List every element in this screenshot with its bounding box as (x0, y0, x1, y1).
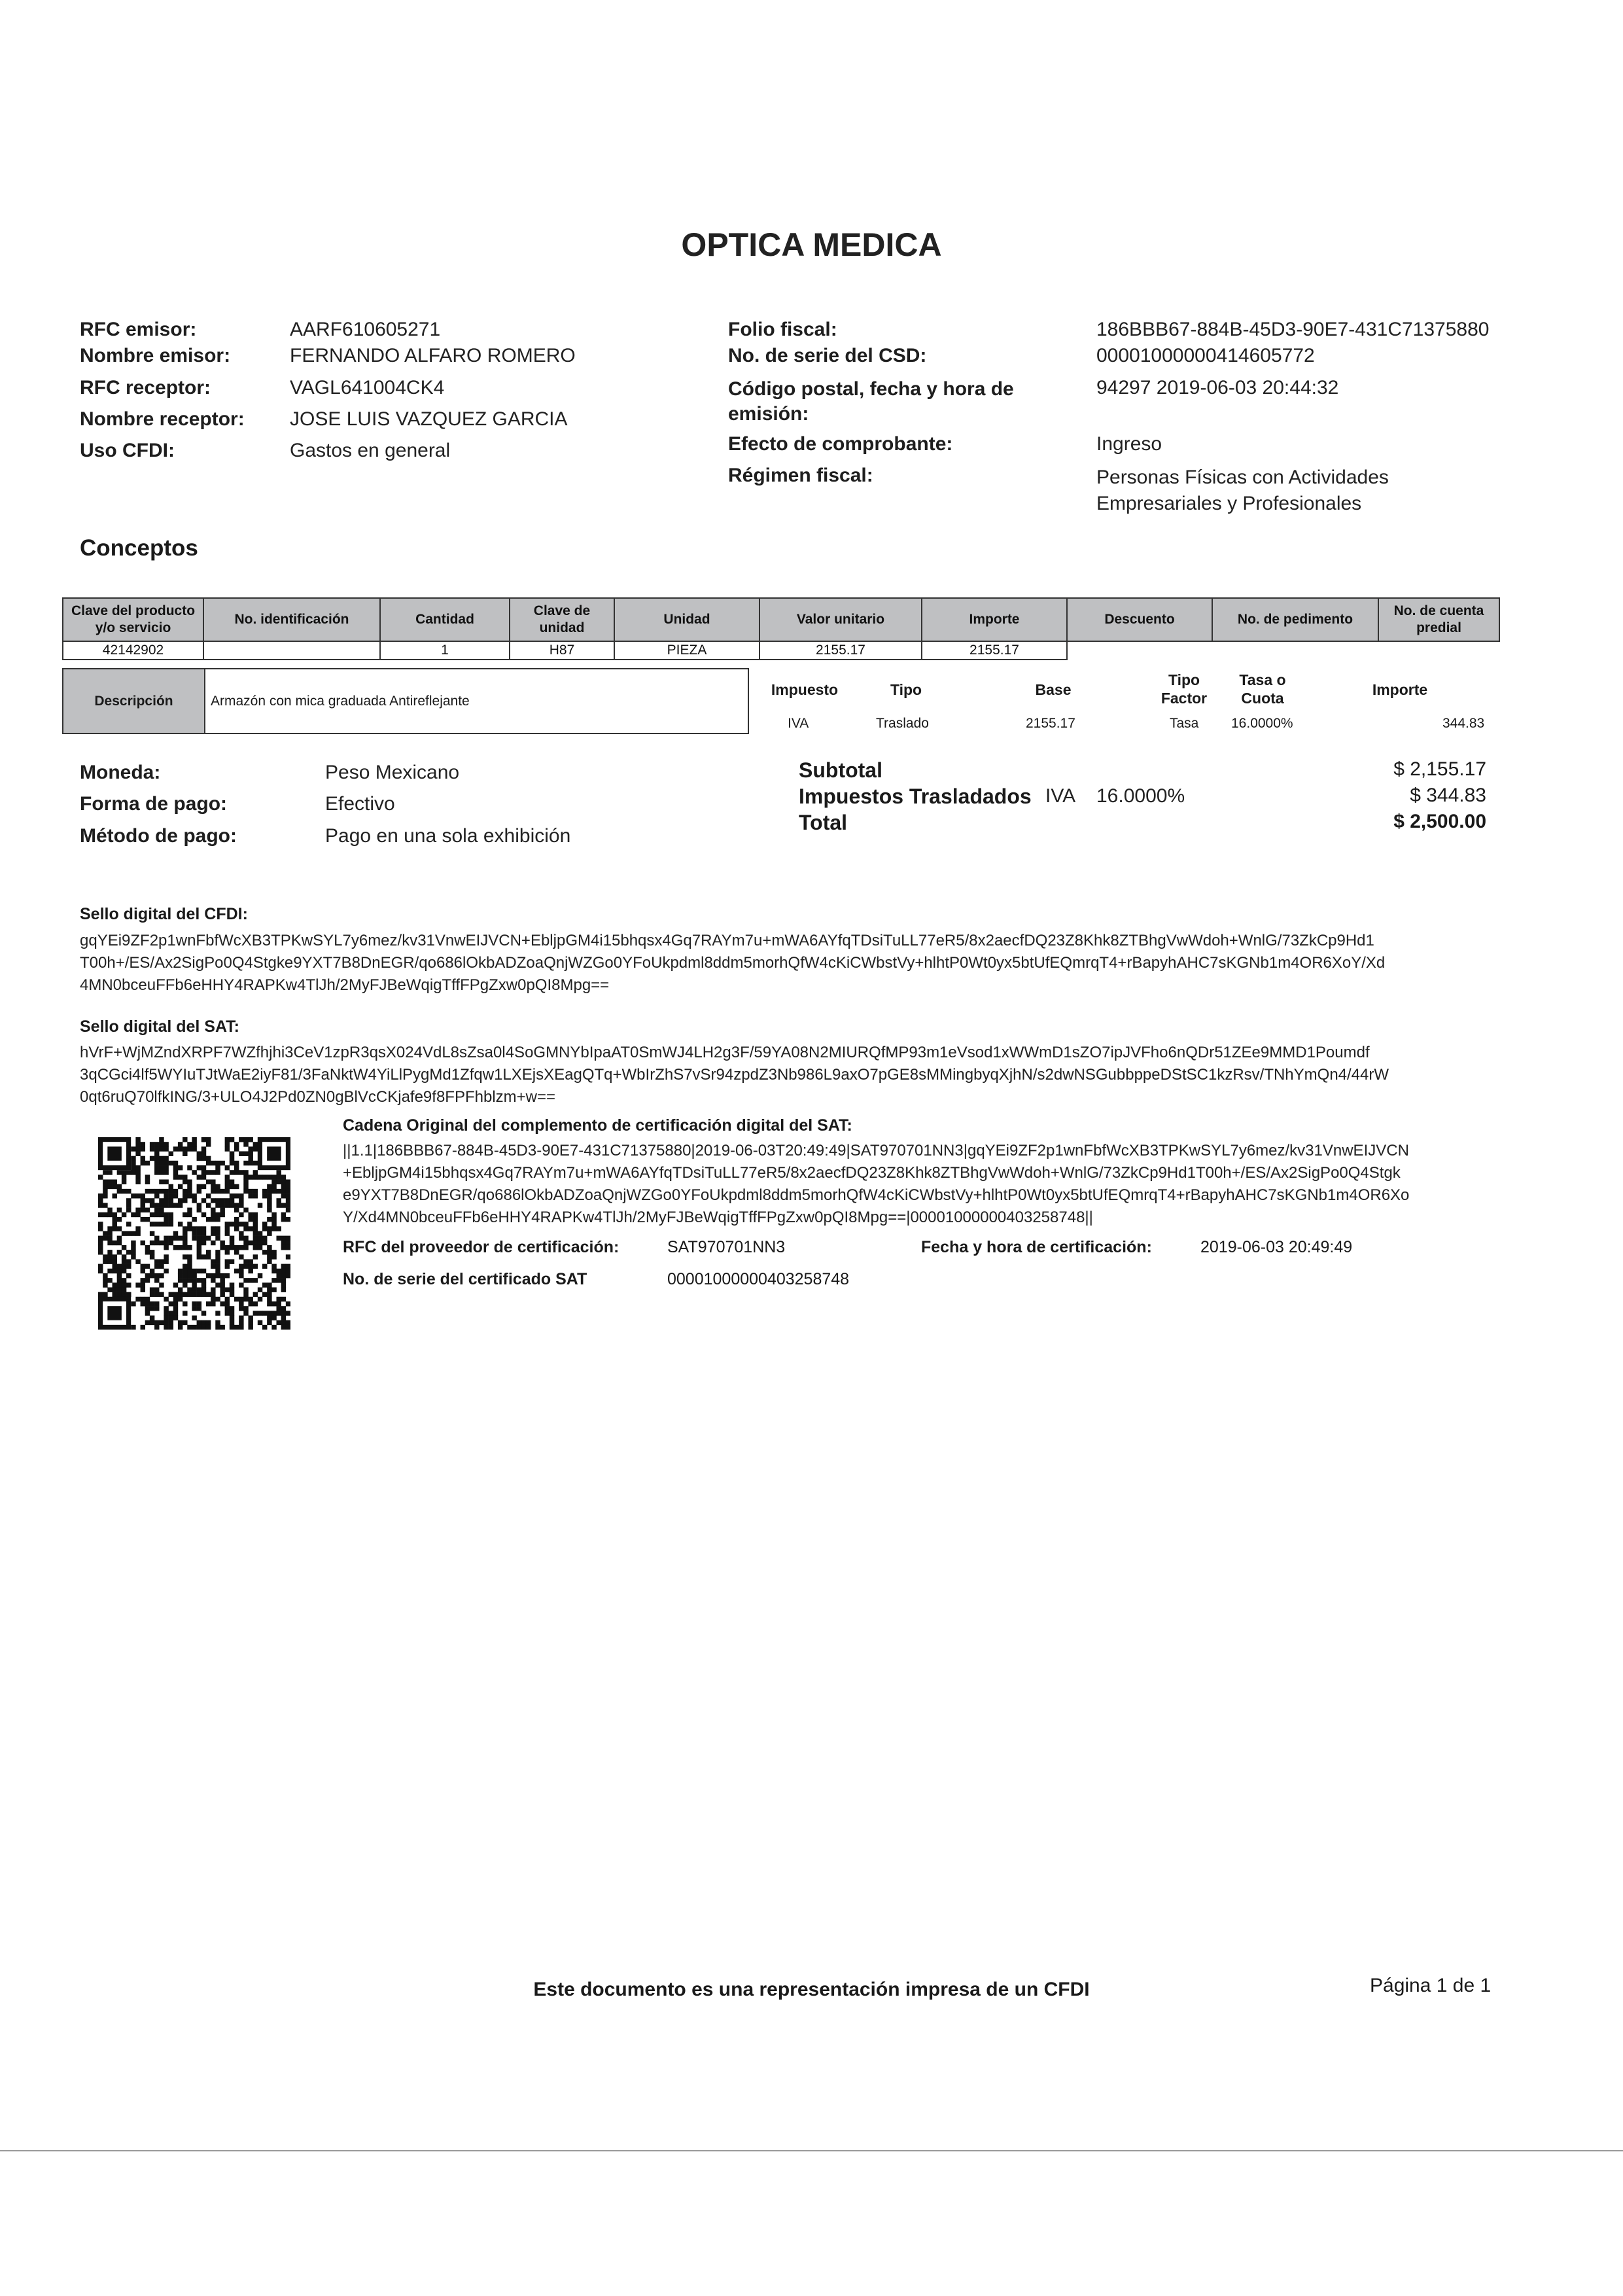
moneda-label: Moneda: (80, 762, 161, 783)
serie-csd-label: No. de serie del CSD: (728, 345, 927, 366)
cadena-line: Y/Xd4MN0bceuFFb6eHHY4RAPKw4TlJh/2MyFJBeWqigTffFPgZxw0pQI8Mpg==|00001000000403258748|| (343, 1209, 1093, 1226)
impuestos-trasladados-label: Impuestos Trasladados (799, 785, 1032, 808)
description-box (62, 668, 749, 734)
tax-header-tipo-factor: Tipo Factor (1161, 671, 1208, 707)
col-unidad: Unidad (614, 598, 759, 641)
col-descuento: Descuento (1067, 598, 1212, 641)
tax-header-importe: Importe (1372, 681, 1428, 698)
description-text: Armazón con mica graduada Antireflejante (211, 694, 470, 709)
folio-fiscal-label: Folio fiscal: (728, 319, 837, 340)
col-valor-unitario: Valor unitario (759, 598, 922, 641)
metodo-pago-value: Pago en una sola exhibición (325, 825, 571, 847)
conceptos-table (62, 597, 1500, 660)
sello-sat-line: 3qCGci4lf5WYIuTJtWaE2iyF81/3FaNktW4YiLlPygMd1Zfqw1LXEjsXEagQTq+WbIrZhS7vSr94zpdZ3Nb986L9axO7pGE8sMMingbyqXjhN/s2dwNSGubbppeDStSC1kzRsv/TNhYmQn4/44rW (80, 1066, 1389, 1084)
tax-header-tasa-cuota: Tasa o Cuota (1239, 671, 1286, 707)
rfc-receptor-label: RFC receptor: (80, 377, 211, 398)
cell-no-pedimento (1212, 641, 1378, 660)
cell-importe: 2155.17 (922, 641, 1067, 660)
col-no-cuenta-predial: No. de cuenta predial (1378, 598, 1499, 641)
efecto-comprobante-value: Ingreso (1096, 433, 1162, 455)
nombre-receptor-label: Nombre receptor: (80, 408, 245, 430)
codigo-postal-fecha-value: 94297 2019-06-03 20:44:32 (1096, 377, 1339, 398)
cell-descuento (1067, 641, 1212, 660)
cell-valor-unitario: 2155.17 (759, 641, 922, 660)
forma-pago-label: Forma de pago: (80, 793, 228, 815)
regimen-fiscal-value: Personas Físicas con Actividades Empresariales y Profesionales (1096, 467, 1389, 514)
tax-header-base: Base (1035, 681, 1072, 698)
description-label: Descripción (63, 669, 205, 733)
col-clave-unidad: Clave de unidad (510, 598, 614, 641)
metodo-pago-label: Método de pago: (80, 825, 237, 847)
uso-cfdi-label: Uso CFDI: (80, 440, 175, 461)
forma-pago-value: Efectivo (325, 793, 395, 815)
nombre-emisor-value: FERNANDO ALFARO ROMERO (290, 345, 576, 366)
nombre-emisor-label: Nombre emisor: (80, 345, 231, 366)
tax-header-impuesto: Impuesto (771, 681, 839, 698)
rfc-emisor-value: AARF610605271 (290, 319, 441, 340)
uso-cfdi-value: Gastos en general (290, 440, 451, 461)
document-title: OPTICA MEDICA (681, 226, 942, 263)
serie-certificado-label: No. de serie del certificado SAT (343, 1270, 587, 1288)
impuestos-value: $ 344.83 (1410, 785, 1486, 806)
page-number: Página 1 de 1 (1370, 1975, 1492, 1996)
rfc-emisor-label: RFC emisor: (80, 319, 197, 340)
cadena-original-text (343, 1140, 1507, 1229)
cell-cantidad: 1 (380, 641, 510, 660)
rfc-proveedor-value: SAT970701NN3 (667, 1238, 786, 1256)
serie-csd-value: 00001000000414605772 (1096, 345, 1315, 366)
conceptos-header-row (63, 598, 1499, 641)
tax-impuesto-value: IVA (788, 716, 809, 731)
col-clave-producto: Clave del producto y/o servicio (63, 598, 203, 641)
serie-certificado-value: 00001000000403258748 (667, 1270, 850, 1288)
subtotal-value: $ 2,155.17 (1393, 758, 1486, 780)
cell-no-cuenta-predial (1378, 641, 1499, 660)
regimen-fiscal-label: Régimen fiscal: (728, 465, 873, 486)
sello-cfdi-line: 4MN0bceuFFb6eHHY4RAPKw4TlJh/2MyFJBeWqigTffFPgZxw0pQI8Mpg== (80, 976, 610, 994)
table-row (63, 641, 1499, 660)
impuestos-tipo: IVA (1045, 785, 1076, 807)
cadena-line: e9YXT7B8DnEGR/qo686lOkbADZoaQnjWZGo0YFoUkpdml8ddm5morhQfW4cKiCWbstVy+hlhtP0Wt0yx5btUfEQmrqT4+rBapyhAHC7sKGNb1m4OR6Xo (343, 1186, 1410, 1204)
codigo-postal-fecha-label: Código postal, fecha y hora de emisión: (728, 378, 1014, 425)
efecto-comprobante-label: Efecto de comprobante: (728, 433, 953, 455)
fecha-certificacion-value: 2019-06-03 20:49:49 (1200, 1238, 1353, 1256)
total-label: Total (799, 811, 848, 834)
fecha-certificacion-label: Fecha y hora de certificación: (921, 1238, 1152, 1256)
tax-importe-value: 344.83 (1442, 716, 1485, 731)
cell-unidad: PIEZA (614, 641, 759, 660)
rfc-receptor-value: VAGL641004CK4 (290, 377, 445, 398)
cadena-original-label: Cadena Original del complemento de certificación digital del SAT: (343, 1116, 852, 1135)
col-importe: Importe (922, 598, 1067, 641)
tax-tasa-value: 16.0000% (1231, 716, 1293, 731)
sello-cfdi-label: Sello digital del CFDI: (80, 905, 248, 923)
tax-tipo-value: Traslado (876, 716, 929, 731)
cell-clave-unidad: H87 (510, 641, 614, 660)
conceptos-heading: Conceptos (80, 535, 198, 561)
tax-base-value: 2155.17 (1026, 716, 1075, 731)
col-cantidad: Cantidad (380, 598, 510, 641)
sello-sat-text (80, 1042, 1506, 1108)
moneda-value: Peso Mexicano (325, 762, 460, 783)
sello-cfdi-text (80, 930, 1506, 997)
sello-sat-line: hVrF+WjMZndXRPF7WZfhjhi3CeV1zpR3qsX024VdL8sZsa0l4SoGMNYbIpaAT0SmWJ4LH2g3F/59YA08N2MIURQfMP93m1eVsod1xWWmD1sZO7ipJVFho6nQDr51ZEe9MMD1Poumdf (80, 1044, 1370, 1061)
sello-cfdi-line: gqYEi9ZF2p1wnFbfWcXB3TPKwSYL7y6mez/kv31VnwEIJVCN+EbljpGM4i15bhqsx4Gq7RAYm7u+mWA6AYfqTDsiTuLL77eR5/8x2aecfDQ23Z8Khk8ZTBhgVwWdoh+WnlG/73ZkCp9Hd1 (80, 932, 1374, 949)
impuestos-tasa: 16.0000% (1096, 785, 1185, 807)
cadena-line: +EbljpGM4i15bhqsx4Gq7RAYm7u+mWA6AYfqTDsiTuLL77eR5/8x2aecfDQ23Z8Khk8ZTBhgVwWdoh+WnlG/73ZkCp9Hd1T00h+/ES/Ax2SigPo0Q4Stgk (343, 1164, 1401, 1182)
sello-cfdi-line: T00h+/ES/Ax2SigPo0Q4Stgke9YXT7B8DnEGR/qo686lOkbADZoaQnjWZGo0YFoUkpdml8ddm5morhQfW4cKiCWbstVy+hlhtP0Wt0yx5btUfEQmrqT4+rBapyhAHC7sKGNb1m4OR6XoY/Xd (80, 954, 1386, 972)
col-no-pedimento: No. de pedimento (1212, 598, 1378, 641)
subtotal-label: Subtotal (799, 758, 882, 782)
rfc-proveedor-label: RFC del proveedor de certificación: (343, 1238, 620, 1256)
tax-tipo-factor-value: Tasa (1170, 716, 1199, 731)
qr-code-icon (98, 1137, 290, 1330)
cell-no-identificacion (203, 641, 380, 660)
total-value: $ 2,500.00 (1393, 811, 1486, 832)
cell-clave-producto: 42142902 (63, 641, 203, 660)
sello-sat-line: 0qt6ruQ70lfkING/3+ULO4J2Pd0ZN0gBlVcCKjafe9f8FPFhblzm+w== (80, 1088, 556, 1106)
folio-fiscal-value: 186BBB67-884B-45D3-90E7-431C71375880 (1096, 319, 1490, 340)
sello-sat-label: Sello digital del SAT: (80, 1017, 240, 1036)
tax-header-tipo: Tipo (890, 681, 922, 698)
nombre-receptor-value: JOSE LUIS VAZQUEZ GARCIA (290, 408, 568, 430)
col-no-identificacion: No. identificación (203, 598, 380, 641)
footer-note: Este documento es una representación impresa de un CFDI (533, 1979, 1090, 2000)
scan-edge-divider (0, 2150, 1623, 2151)
cadena-line: ||1.1|186BBB67-884B-45D3-90E7-431C71375880|2019-06-03T20:49:49|SAT970701NN3|gqYEi9ZF2p1wnFbfWcXB3TPKwSYL7y6mez/kv31VnwEIJVCN (343, 1142, 1409, 1159)
